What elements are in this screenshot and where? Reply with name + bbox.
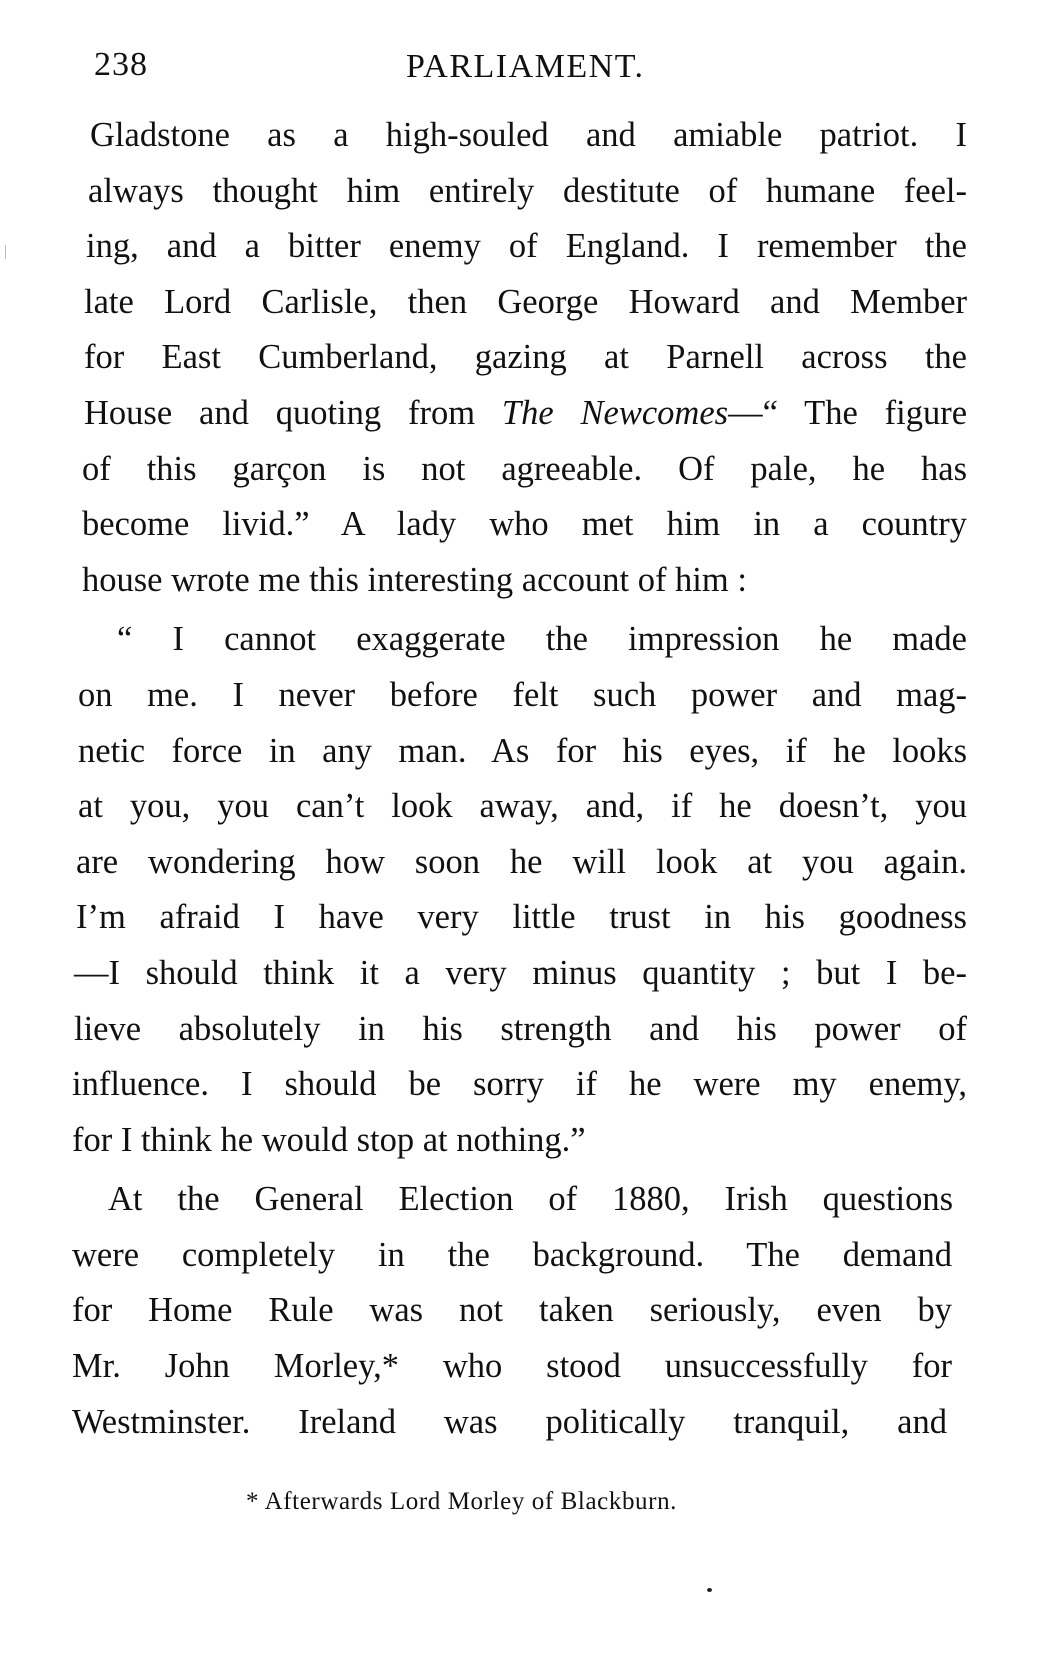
footnote: * Afterwards Lord Morley of Blackburn. <box>246 1488 678 1515</box>
running-title: PARLIAMENT. <box>406 48 645 85</box>
quote-line: influence. I should be sorry if he were my enemy, <box>72 1065 967 1104</box>
page-number: 238 <box>94 46 148 83</box>
page-header <box>88 46 968 96</box>
text-line: Westminster. Ireland was politically tranquil, and <box>72 1402 947 1441</box>
text-line: At the General Election of 1880, Irish questions <box>108 1180 953 1219</box>
body-text <box>72 108 967 1450</box>
quote-line: on me. I never before felt such power and mag- <box>78 675 967 714</box>
quote-line: for I think he would stop at nothing.” <box>72 1120 586 1159</box>
text-line: for Home Rule was not taken seriously, even by <box>72 1291 952 1330</box>
text-line: Mr. John Morley,* who stood unsuccessfully for <box>72 1347 952 1386</box>
text-line: ing, and a bitter enemy of England. I remember the <box>86 227 967 266</box>
text-line: become livid.” A lady who met him in a country <box>82 505 967 544</box>
text-line: were completely in the background. The demand <box>72 1235 952 1274</box>
quote-line: lieve absolutely in his strength and his power of <box>74 1009 967 1048</box>
ink-speck <box>707 1588 712 1592</box>
quote-line: netic force in any man. As for his eyes, if he looks <box>78 731 967 770</box>
text-line: for East Cumberland, gazing at Parnell across the <box>84 338 967 377</box>
text-line: always thought him entirely destitute of humane feel- <box>88 171 967 210</box>
text-line: House and quoting from The Newcomes—“ The figure <box>84 393 967 432</box>
quote-line: are wondering how soon he will look at you again. <box>76 842 967 881</box>
text-line: of this garçon is not agreeable. Of pale, he has <box>82 449 967 488</box>
text-line: house wrote me this interesting account of him : <box>82 560 747 599</box>
text-line: Gladstone as a high-souled and amiable patriot. I <box>90 116 967 154</box>
quote-line: “ I cannot exaggerate the impression he made <box>117 620 967 659</box>
page-edge-mark <box>5 245 6 259</box>
quote-line: at you, you can’t look away, and, if he doesn’t, you <box>78 787 967 826</box>
quote-line: I’m afraid I have very little trust in his goodness <box>76 898 967 937</box>
text-line: late Lord Carlisle, then George Howard and Member <box>84 282 967 321</box>
quote-line: —I should think it a very minus quantity ; but I be- <box>74 953 967 992</box>
